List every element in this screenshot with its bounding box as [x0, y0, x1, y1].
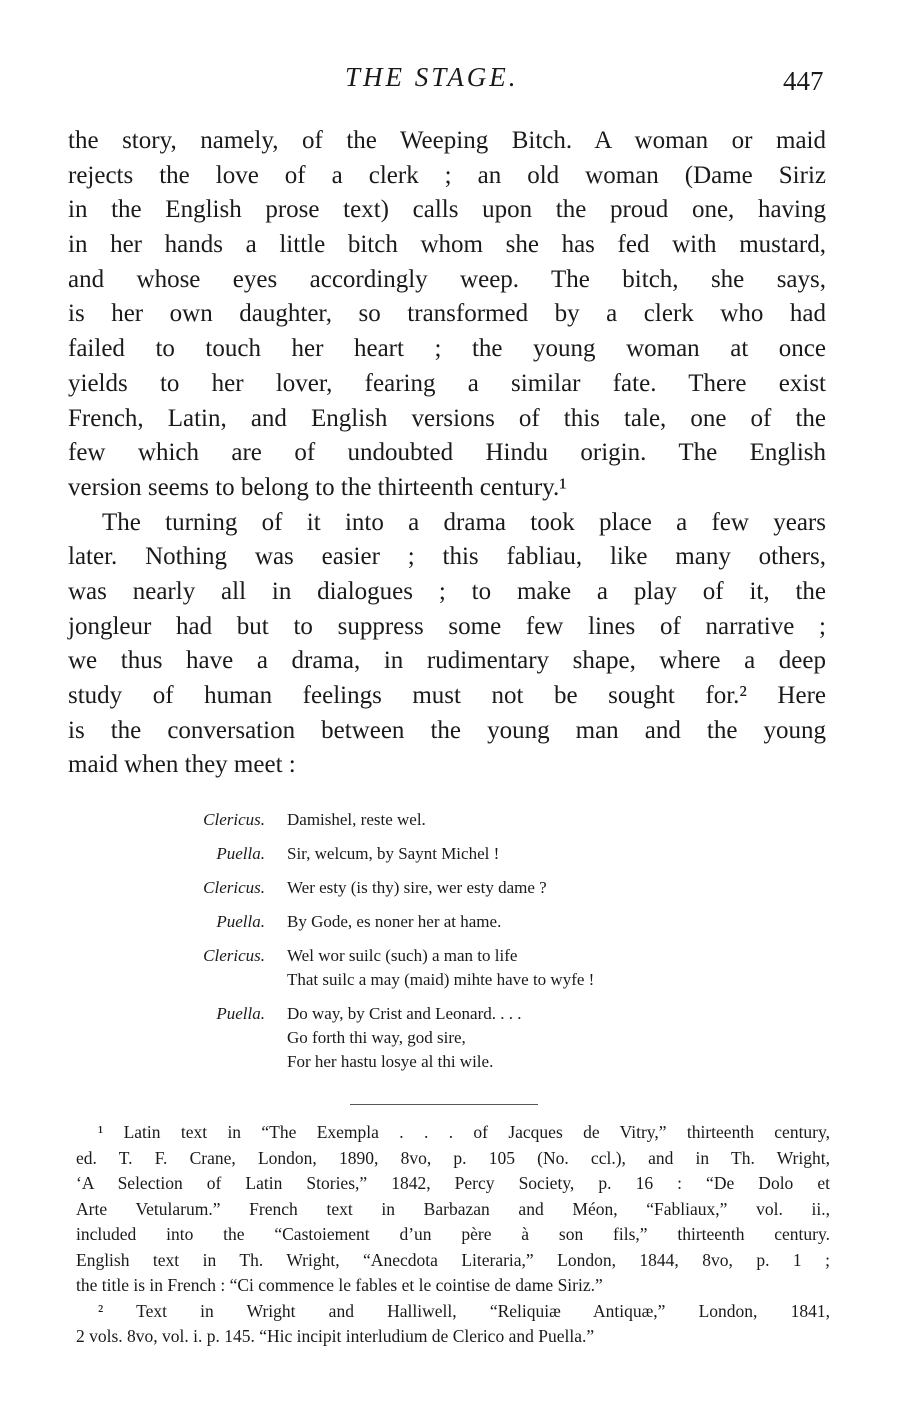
speaker-name: Puella.	[216, 1004, 265, 1023]
footnote-line: the title is in French : “Ci commence le fables et le cointise de dame Siriz.”	[76, 1275, 603, 1295]
verse-line: Damishel, reste wel.	[287, 810, 426, 829]
verse-line: Wer esty (is thy) sire, wer esty dame ?	[287, 878, 547, 897]
body-line: version seems to belong to the thirteenth century.¹	[68, 473, 567, 501]
body-text	[68, 124, 826, 783]
footnote-line: included into the “Castoiement d’un père à son fils,” thirteenth century.	[76, 1224, 830, 1244]
body-line: later. Nothing was easier ; this fabliau, like many others,	[68, 543, 826, 571]
dialogue-turn	[160, 808, 760, 832]
running-head	[0, 62, 900, 98]
body-line: maid when they meet :	[68, 751, 296, 779]
verse-line: By Gode, es noner her at hame.	[287, 912, 502, 931]
body-line: study of human feelings must not be sought for.² Here	[68, 682, 826, 709]
verse-line: Do way, by Crist and Leonard. . . .	[287, 1004, 522, 1023]
dialogue-turn	[160, 944, 760, 992]
dialogue-turn	[160, 842, 760, 866]
body-line: failed to touch her heart ; the young woman at once	[68, 335, 826, 363]
body-line: we thus have a drama, in rudimentary shape, where a deep	[68, 647, 826, 675]
speaker-name: Clericus.	[203, 878, 265, 897]
speaker-name: Puella.	[216, 912, 265, 931]
body-line: in her hands a little bitch whom she has fed with mustard,	[68, 231, 826, 259]
body-line: and whose eyes accordingly weep. The bitch, she says,	[68, 265, 826, 293]
footnote-divider	[350, 1104, 538, 1105]
footnote-line: ed. T. F. Crane, London, 1890, 8vo, p. 105 (No. ccl.), and in Th. Wright,	[76, 1147, 830, 1168]
body-line: the story, namely, of the Weeping Bitch. A woman or maid	[68, 127, 826, 154]
body-line: few which are of undoubted Hindu origin. The English	[68, 439, 826, 467]
footnote-line: 2 vols. 8vo, vol. i. p. 145. “Hic incipit interludium de Clerico and Puella.”	[76, 1326, 595, 1346]
dialogue-turn	[160, 1002, 760, 1074]
speaker-name: Clericus.	[203, 810, 265, 829]
verse-line: For her hastu losye al thi wile.	[287, 1052, 494, 1071]
body-line: is the conversation between the young man and the young	[68, 716, 826, 744]
running-title: THE STAGE.	[345, 62, 519, 92]
body-line: jongleur had but to suppress some few lines of narrative ;	[68, 612, 826, 640]
body-line: was nearly all in dialogues ; to make a play of it, the	[68, 577, 826, 605]
dialogue-turn	[160, 910, 760, 934]
body-line: The turning of it into a drama took place a few years	[102, 508, 826, 536]
footnote-line: ‘A Selection of Latin Stories,” 1842, Percy Society, p. 16 : “De Dolo et	[76, 1173, 830, 1193]
speaker-name: Puella.	[216, 844, 265, 863]
verse-line: Go forth thi way, god sire,	[287, 1028, 466, 1047]
footnote-line: Arte Vetularum.” French text in Barbazan and Méon, “Fabliaux,” vol. ii.,	[76, 1198, 830, 1219]
speaker-name: Clericus.	[203, 946, 265, 965]
verse-line: That suilc a may (maid) mihte have to wyfe !	[287, 970, 595, 989]
verse-line: Sir, welcum, by Saynt Michel !	[287, 844, 500, 863]
dialogue-turn	[160, 876, 760, 900]
body-line: rejects the love of a clerk ; an old woman (Dame Siriz	[68, 161, 826, 189]
body-line: yields to her lover, fearing a similar fate. There exist	[68, 369, 826, 397]
footnote-line: ² Text in Wright and Halliwell, “Reliquiæ Antiquæ,” London, 1841,	[98, 1300, 830, 1321]
footnote-line: English text in Th. Wright, “Anecdota Literaria,” London, 1844, 8vo, p. 1 ;	[76, 1249, 830, 1270]
dialogue-block	[160, 808, 760, 1084]
body-line: is her own daughter, so transformed by a clerk who had	[68, 300, 826, 328]
footnote-line: ¹ Latin text in “The Exempla . . . of Jacques de Vitry,” thirteenth century,	[98, 1122, 830, 1142]
body-line: in the English prose text) calls upon the proud one, having	[68, 196, 826, 224]
footnotes	[76, 1120, 830, 1350]
body-line: French, Latin, and English versions of this tale, one of the	[68, 404, 826, 432]
verse-line: Wel wor suilc (such) a man to life	[287, 946, 518, 965]
page-number: 447	[783, 66, 824, 96]
